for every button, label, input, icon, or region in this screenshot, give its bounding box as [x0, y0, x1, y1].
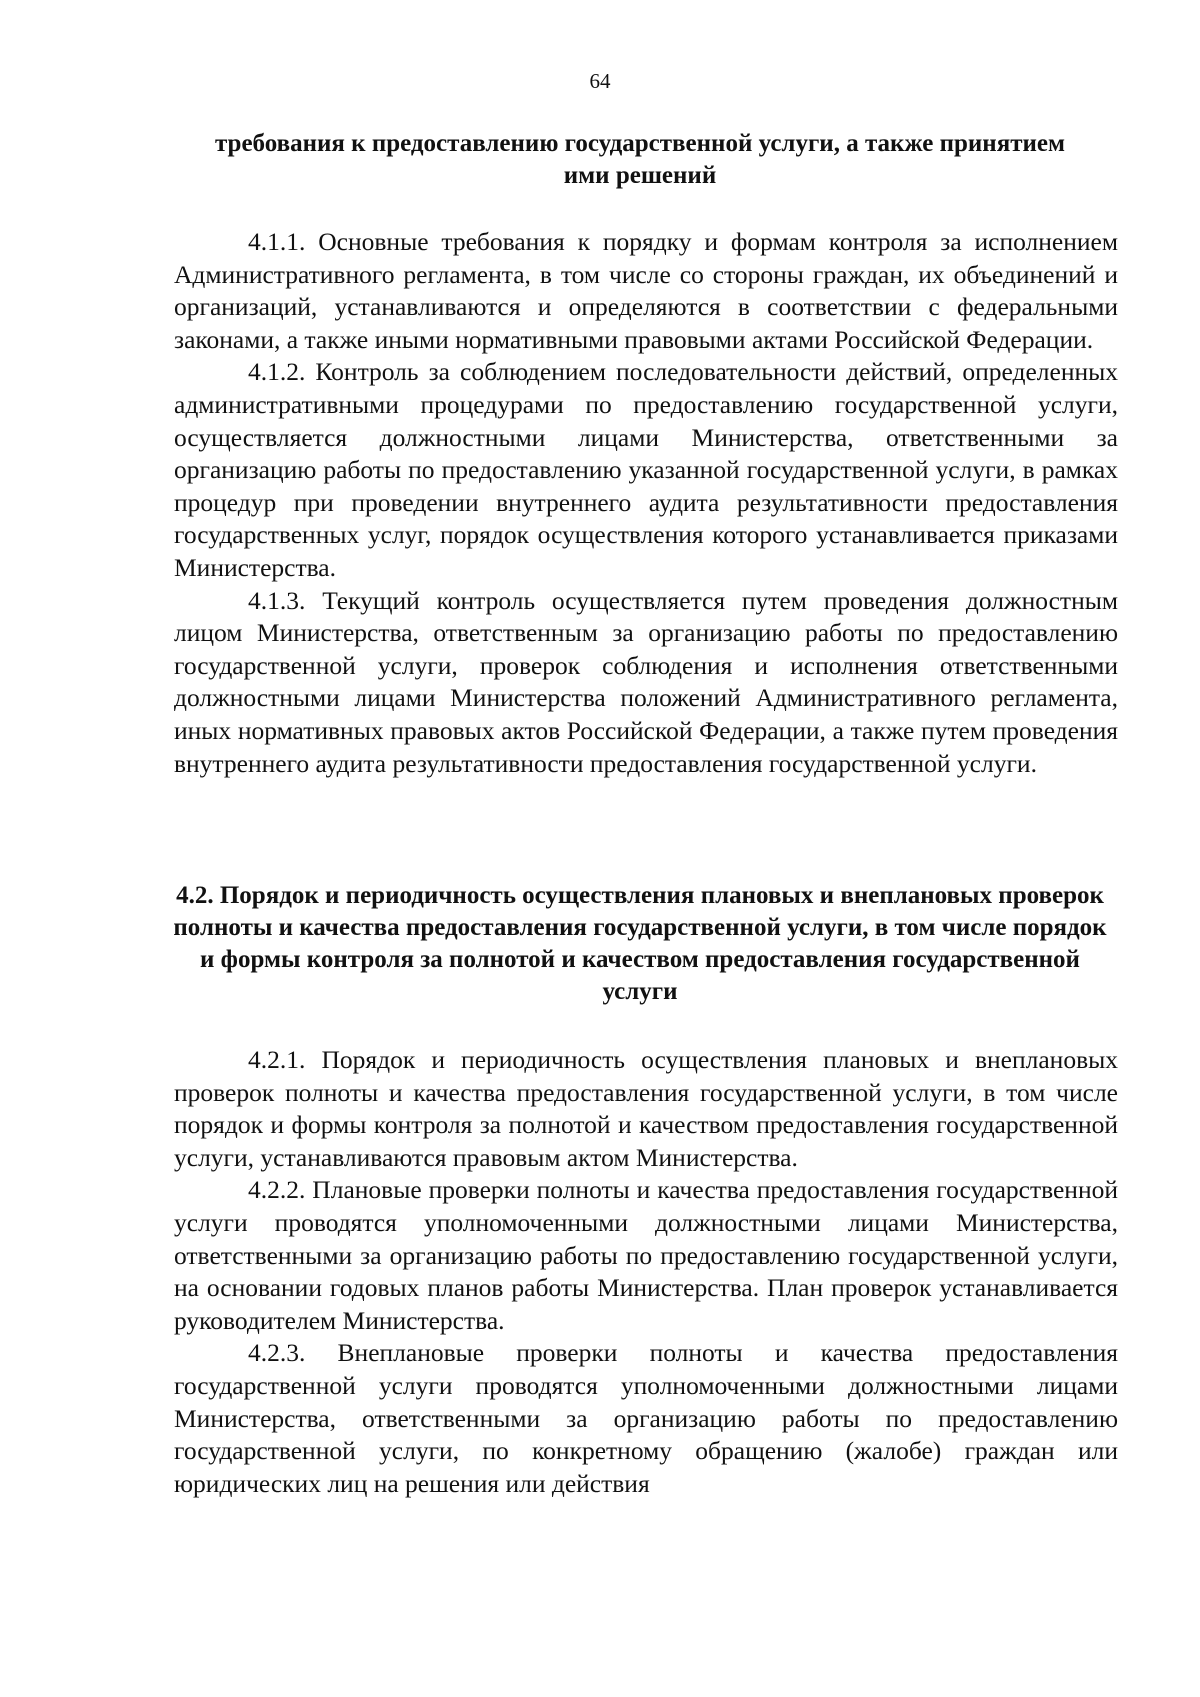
paragraph-4-1-3: 4.1.3. Текущий контроль осуществляется путем проведения должностным лицом Министерства, ответственным за организацию работы по предоставлению государственной услуги, проверок соблюдения и исполнения ответственными должностными лицами Министерства положений Административного регламента, иных нормативных правовых актов Российской Федерации, а также путем проведения внутреннего аудита результативности предоставления государственной услуги.	[174, 585, 1118, 778]
paragraph-4-2-2: 4.2.2. Плановые проверки полноты и качества предоставления государственной услуги проводятся уполномоченными должностными лицами Министерства, ответственными за организацию работы по предоставлению государственной услуги, на основании годовых планов работы Министерства. План проверок устанавливается руководителем Министерства.	[174, 1175, 1118, 1335]
paragraph-4-2-3: 4.2.3. Внеплановые проверки полноты и качества предоставления государственной услуги проводятся уполномоченными должностными лицами Министерства, ответственными за организацию работы по предоставлению государственной услуги, по конкретному обращению (жалобе) граждан или юридических лиц на решения или действия	[174, 1338, 1118, 1498]
section-4-2-body	[174, 1044, 1118, 1500]
paragraph-4-1-1: 4.1.1. Основные требования к порядку и формам контроля за исполнением Административного регламента, в том числе со стороны граждан, их объединений и организаций, устанавливаются и определяются в соответствии с федеральными законами, а также иными нормативными правовыми актами Российской Федерации.	[174, 227, 1118, 354]
paragraph-4-1-2: 4.1.2. Контроль за соблюдением последовательности действий, определенных административными процедурами по предоставлению государственной услуги, осуществляется должностными лицами Министерства, ответственными за организацию работы по предоставлению указанной государственной услуги, в рамках процедур при проведении внутреннего аудита результативности предоставления государственных услуг, порядок осуществления которого устанавливается приказами Министерства.	[174, 357, 1118, 582]
section-heading-4-2: 4.2. Порядок и периодичность осуществления плановых и внеплановых проверок полноты и качества предоставления государственной услуги, в том числе порядок и формы контроля за полнотой и качеством предоставления государственной услуги	[173, 882, 1107, 1005]
section-heading-continuation: требования к предоставлению государственной услуги, а также принятием ими решений	[214, 130, 1066, 189]
paragraph-4-2-1: 4.2.1. Порядок и периодичность осуществления плановых и внеплановых проверок полноты и качества предоставления государственной услуги, в том числе порядок и формы контроля за полнотой и качеством предоставления государственной услуги, устанавливаются правовым актом Министерства.	[174, 1045, 1118, 1172]
section-4-1-body	[174, 226, 1118, 780]
page-number: 64	[589, 69, 611, 93]
